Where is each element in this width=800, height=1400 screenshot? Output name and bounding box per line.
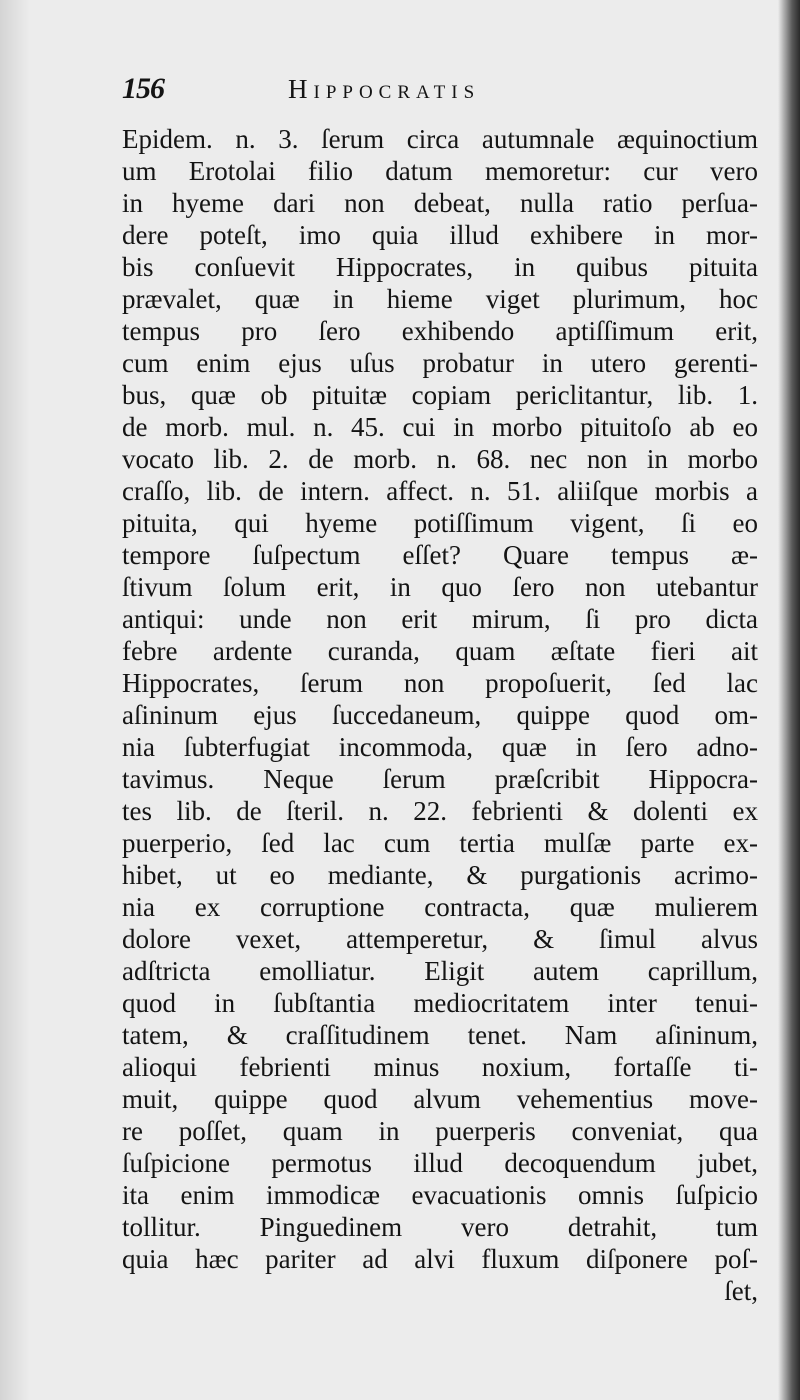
text-line: ſuſpicione permotus illud decoquendum jubet,	[122, 1148, 758, 1178]
text-line: bus, quæ ob pituitæ copiam periclitantur, lib. 1.	[122, 380, 758, 410]
text-line: tatem, & craſſitudinem tenet. Nam aſininum,	[122, 1020, 758, 1050]
text-line: tes lib. de ſteril. n. 22. febrienti & dolenti ex	[122, 796, 758, 826]
text-line: dolore vexet, attemperetur, & ſimul alvus	[122, 924, 758, 954]
text-line: um Erotolai filio datum memoretur: cur vero	[122, 156, 758, 186]
body-text	[122, 123, 758, 1307]
text-line: adſtricta emolliatur. Eligit autem caprillum,	[122, 956, 758, 986]
running-head: Hippocratis	[288, 74, 481, 104]
text-line: cum enim ejus uſus probatur in utero gerenti-	[122, 348, 758, 378]
text-line: ſtivum ſolum erit, in quo ſero non utebantur	[122, 572, 758, 602]
text-line: bis conſuevit Hippocrates, in quibus pituita	[122, 252, 758, 282]
text-line: tempus pro ſero exhibendo aptiſſimum erit,	[122, 316, 758, 346]
text-line: dere poteſt, imo quia illud exhibere in mor-	[122, 220, 758, 250]
text-line: quia hæc pariter ad alvi fluxum diſponere poſ-	[122, 1244, 758, 1274]
text-line: tempore ſuſpectum eſſet? Quare tempus æ-	[122, 540, 758, 570]
text-line: ſet,	[724, 1276, 758, 1306]
text-line: muit, quippe quod alvum vehementius move-	[122, 1084, 758, 1114]
text-line: Epidem. n. 3. ſerum circa autumnale æquinoctium	[122, 124, 758, 154]
text-line: nia ex corruptione contracta, quæ mulierem	[122, 892, 758, 922]
text-line: pituita, qui hyeme potiſſimum vigent, ſi eo	[122, 508, 758, 538]
text-line: tollitur. Pinguedinem vero detrahit, tum	[122, 1212, 758, 1242]
page-header	[122, 72, 642, 112]
text-line: de morb. mul. n. 45. cui in morbo pituitoſo ab eo	[122, 412, 758, 442]
text-line: hibet, ut eo mediante, & purgationis acrimo-	[122, 860, 758, 890]
text-line: quod in ſubſtantia mediocritatem inter tenui-	[122, 988, 758, 1018]
text-line: vocato lib. 2. de morb. n. 68. nec non in morbo	[122, 444, 758, 474]
text-line: Hippocrates, ſerum non propoſuerit, ſed lac	[122, 668, 758, 698]
text-line: antiqui: unde non erit mirum, ſi pro dicta	[122, 604, 758, 634]
text-line: alioqui febrienti minus noxium, fortaſſe ti-	[122, 1052, 758, 1082]
text-line: febre ardente curanda, quam æſtate fieri ait	[122, 636, 758, 666]
text-line: craſſo, lib. de intern. affect. n. 51. aliiſque morbis a	[122, 476, 758, 506]
text-line: ita enim immodicæ evacuationis omnis ſuſpicio	[122, 1180, 758, 1210]
text-line: prævalet, quæ in hieme viget plurimum, hoc	[122, 284, 758, 314]
page-number: 156	[122, 72, 164, 105]
text-line: nia ſubterfugiat incommoda, quæ in ſero adno-	[122, 732, 758, 762]
text-line: in hyeme dari non debeat, nulla ratio perſua-	[122, 188, 758, 218]
text-line: aſininum ejus ſuccedaneum, quippe quod om-	[122, 700, 758, 730]
text-line: puerperio, ſed lac cum tertia mulſæ parte ex-	[122, 828, 758, 858]
text-line: re poſſet, quam in puerperis conveniat, qua	[122, 1116, 758, 1146]
text-line: tavimus. Neque ſerum præſcribit Hippocra-	[122, 764, 758, 794]
